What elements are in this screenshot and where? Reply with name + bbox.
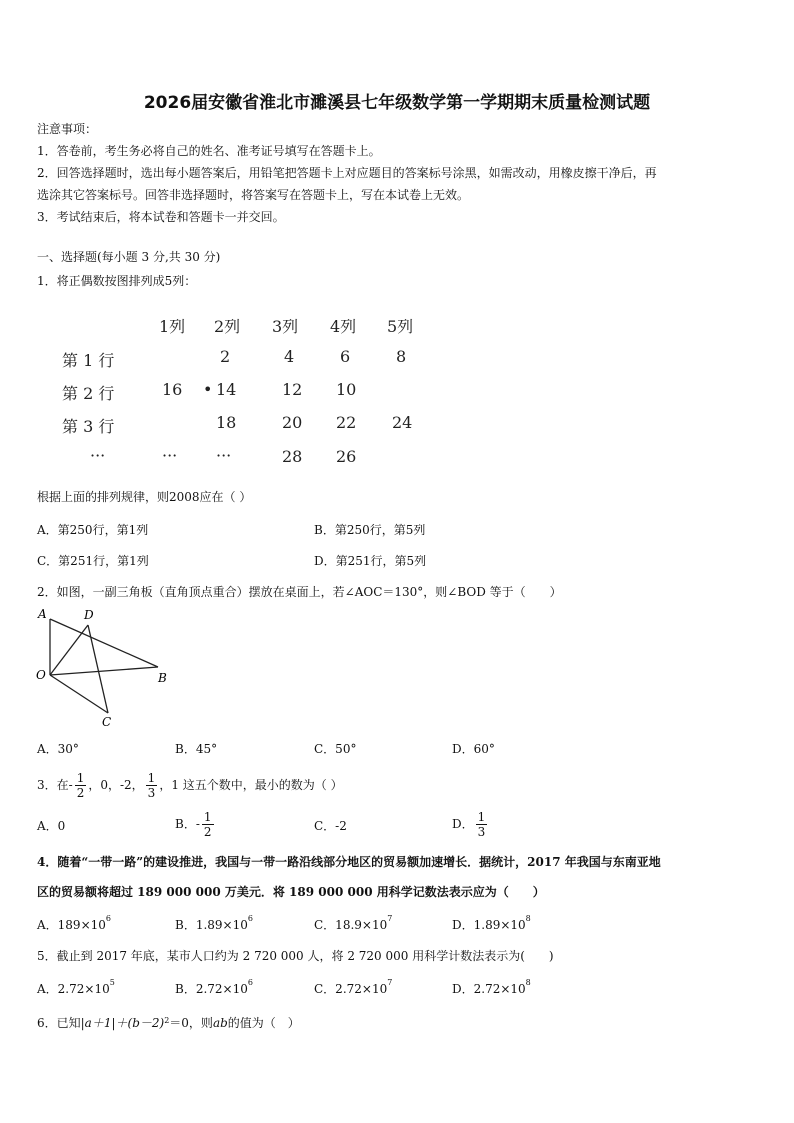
table-cell: 26	[336, 447, 357, 466]
table-cell: 14	[216, 380, 237, 399]
q3-fraction-1: $\frac{1}{2}$	[76, 771, 85, 800]
q4-stem-line2: 区的贸易额将超过 189 000 000 万美元．将 189 000 000 用科学记数法表示应为（ ）	[37, 885, 545, 899]
table-cell: 2	[220, 347, 231, 366]
q2-option-a: A．30°	[37, 742, 79, 756]
table-cell: 18	[216, 413, 237, 432]
table-cell: 8	[396, 347, 407, 366]
table-cell: 16	[162, 380, 183, 399]
notice-item-2a: 2．回答选择题时，选出每小题答案后，用铅笔把答题卡上对应题目的答案标号涂黑，如需改动，用橡皮擦干净后，再	[37, 166, 657, 180]
q5-option-c: C．$2.72\times 10^7$	[314, 978, 393, 996]
q2-option-b: B．45°	[175, 742, 218, 756]
notice-item-1: 1．答卷前，考生务必将自己的姓名、准考证号填写在答题卡上。	[37, 144, 381, 158]
label-o: O	[36, 668, 46, 682]
q2-option-d: D．60°	[452, 742, 495, 756]
q3-option-d: D． $\frac{1}{3}$	[452, 810, 486, 839]
label-a: A	[38, 607, 47, 621]
table-cell: ···	[162, 446, 178, 465]
table-cell: 20	[282, 413, 303, 432]
q4-option-c: C．$18.9\times 10^7$	[314, 914, 393, 932]
table-cell: 4	[284, 347, 295, 366]
col-header: 4列	[330, 317, 357, 336]
table-cell: 22	[336, 413, 357, 432]
q2-triangle-figure	[30, 605, 180, 730]
q3-mid: ，0，-2，	[88, 778, 144, 792]
q3-option-a: A．0	[37, 819, 66, 833]
q1-option-a: A．第250行，第1列	[37, 523, 149, 537]
q6-expression: |a＋1|＋(b－2)	[80, 1016, 165, 1030]
q1-option-d: D．第251行，第5列	[314, 554, 427, 568]
col-header: 5列	[387, 317, 414, 336]
q3-option-c: C．-2	[314, 819, 347, 833]
q6-stem: 6．已知$|a+1|+(b-2)^2=0$，则ab的值为（ ）	[37, 1016, 300, 1030]
table-cell: 10	[336, 380, 357, 399]
section-heading: 一、选择题(每小题 3 分,共 30 分)	[37, 250, 221, 264]
stray-dot: •	[203, 380, 213, 399]
notice-item-3: 3．考试结束后，将本试卷和答题卡一并交回。	[37, 210, 285, 224]
q1-option-b: B．第250行，第5列	[314, 523, 426, 537]
page-title: 2026届安徽省淮北市濉溪县七年级数学第一学期期末质量检测试题	[143, 93, 651, 113]
q2-stem: 2．如图，一副三角板（直角顶点重合）摆放在桌面上，若∠AOC＝130°，则∠BOD 等于（ ）	[37, 585, 562, 599]
row-label: 第 1 行	[62, 351, 115, 370]
q5-stem: 5．截止到 2017 年底，某市人口约为 2 720 000 人，将 2 720 000 用科学计数法表示为( )	[37, 949, 554, 963]
q2-option-c: C．50°	[314, 742, 357, 756]
table-cell: 24	[392, 413, 413, 432]
q3-fraction-2: $\frac{1}{3}$	[147, 771, 156, 800]
table-cell: 12	[282, 380, 303, 399]
table-cell: 6	[340, 347, 351, 366]
q1-option-c: C．第251行，第1列	[37, 554, 149, 568]
line-ob	[50, 667, 158, 675]
q5-option-b: B．$2.72\times 10^6$	[175, 978, 253, 996]
q4-option-b: B．$1.89\times 10^6$	[175, 914, 253, 932]
row-label: ···	[90, 446, 106, 465]
line-ab	[50, 619, 158, 667]
q4-option-d: D．$1.89\times 10^8$	[452, 914, 531, 932]
notice-heading: 注意事项：	[37, 122, 98, 136]
q5-option-d: D．$2.72\times 10^8$	[452, 978, 531, 996]
table-cell: 28	[282, 447, 303, 466]
q1-stem: 1．将正偶数按图排列成5列：	[37, 274, 197, 288]
table-cell: ···	[216, 446, 232, 465]
q3-suffix: ，1 这五个数中，最小的数为（ ）	[159, 778, 343, 792]
q3-stem	[37, 768, 343, 802]
line-od	[50, 625, 88, 675]
col-header: 3列	[272, 317, 299, 336]
col-header: 2列	[214, 317, 241, 336]
q4-stem-line1: 4．随着“一带一路”的建设推进，我国与一带一路沿线部分地区的贸易额加速增长．据统计，2017 年我国与东南亚地	[37, 855, 661, 869]
q4-option-a: A．$189\times 10^6$	[37, 914, 111, 932]
q5-option-a: A．$2.72\times 10^5$	[37, 978, 115, 996]
q3-prefix: 3．在-	[37, 778, 73, 792]
q1-question: 根据上面的排列规律，则2008应在（ ）	[37, 490, 252, 504]
label-c: C	[102, 715, 112, 729]
line-dc	[88, 625, 108, 713]
col-header: 1列	[159, 317, 186, 336]
label-b: B	[158, 671, 167, 685]
line-oc	[50, 675, 108, 713]
label-d: D	[84, 608, 94, 622]
row-label: 第 2 行	[62, 384, 115, 403]
row-label: 第 3 行	[62, 417, 115, 436]
q3-option-b: B．- $\frac{1}{2}$	[175, 810, 212, 839]
notice-item-2b: 选涂其它答案标号。回答非选择题时，将答案写在答题卡上，写在本试卷上无效。	[37, 188, 470, 202]
